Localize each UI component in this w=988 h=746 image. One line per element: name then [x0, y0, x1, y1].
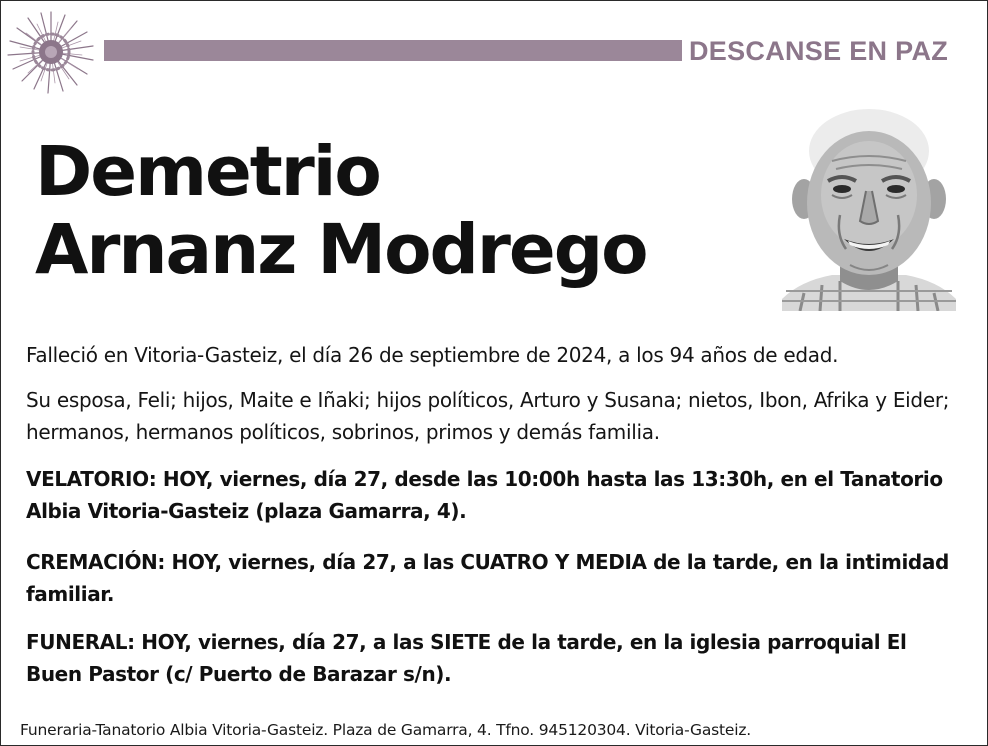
- deceased-name: [35, 133, 755, 289]
- flower-emblem-icon: [5, 9, 97, 95]
- death-notice: Falleció en Vitoria-Gasteiz, el día 26 de septiembre de 2024, a los 94 años de edad.: [26, 343, 839, 367]
- funeral-home-footer: Funeraria-Tanatorio Albia Vitoria-Gasteiz. Plaza de Gamarra, 4. Tfno. 945120304. Vitoria-Gasteiz.: [20, 721, 752, 739]
- deceased-first-name: Demetrio: [35, 132, 380, 212]
- funeral-details: FUNERAL: HOY, viernes, día 27, a las SIETE de la tarde, en la iglesia parroquial El Buen Pastor (c/ Puerto de Barazar s/n).: [26, 630, 907, 686]
- family-list: Su esposa, Feli; hijos, Maite e Iñaki; hijos políticos, Arturo y Susana; nietos, Ibon, Afrika y Eider; hermanos, hermanos políticos, sobrinos, primos y demás familia.: [26, 388, 950, 444]
- deceased-surnames: Arnanz Modrego: [35, 210, 647, 290]
- portrait-photo: [780, 103, 958, 311]
- header-title: DESCANSE EN PAZ: [689, 36, 949, 66]
- header-divider-bar: [104, 40, 682, 61]
- wake-details: VELATORIO: HOY, viernes, día 27, desde las 10:00h hasta las 13:30h, en el Tanatorio Albia Vitoria-Gasteiz (plaza Gamarra, 4).: [26, 467, 943, 523]
- cremation-details: CREMACIÓN: HOY, viernes, día 27, a las CUATRO Y MEDIA de la tarde, en la intimidad familiar.: [26, 550, 949, 606]
